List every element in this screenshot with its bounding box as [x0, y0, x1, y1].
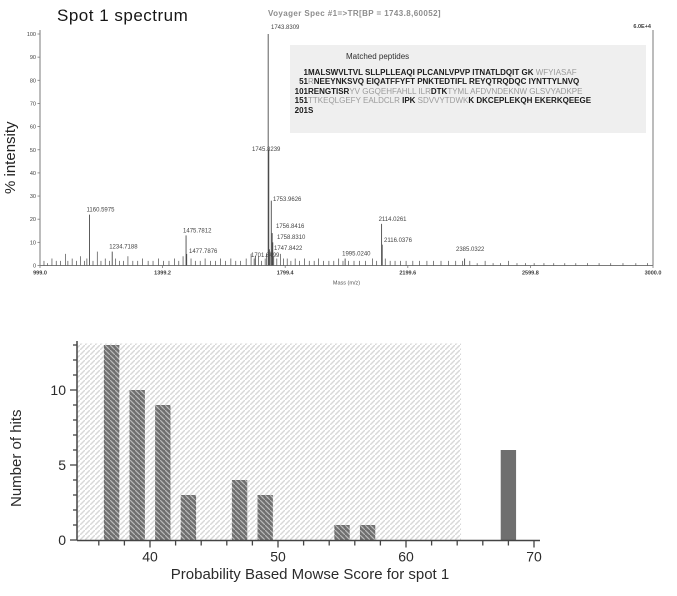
peak-label: 2116.0376: [384, 238, 412, 244]
peak-label: 1477.7876: [189, 249, 218, 255]
spectrum-y-axis-label: % intensity: [2, 121, 19, 195]
svg-text:60: 60: [29, 124, 36, 131]
svg-text:5: 5: [58, 457, 66, 473]
svg-text:6.0E+4: 6.0E+4: [633, 24, 651, 30]
svg-text:2199.6: 2199.6: [399, 270, 417, 277]
voyager-header: Voyager Spec #1=>TR[BP = 1743.8,60052]: [268, 9, 442, 18]
svg-text:40: 40: [29, 170, 36, 177]
peak-label: 1747.8422: [274, 246, 303, 252]
peak-label: 1995.0240: [342, 251, 371, 258]
peptide-line-number: 101: [294, 86, 308, 96]
matched-peptides-box: [290, 45, 646, 133]
unmatched-peptide-segment: WFYIASAF: [533, 68, 577, 77]
peak-label: 1743.8309: [271, 25, 300, 31]
svg-text:100: 100: [26, 32, 36, 38]
svg-text:30: 30: [29, 194, 36, 201]
svg-text:80: 80: [29, 78, 36, 85]
svg-text:50: 50: [270, 548, 286, 565]
svg-text:0: 0: [58, 532, 66, 548]
peptide-line-number: 1: [303, 68, 308, 77]
peptide-line: [294, 96, 642, 105]
svg-text:999.0: 999.0: [33, 270, 47, 277]
peak-label: 1475.7812: [183, 228, 212, 235]
unmatched-peptide-segment: YV GGQEHFAHLL ILR: [349, 86, 431, 96]
svg-text:60: 60: [398, 548, 414, 565]
peptide-line: [294, 68, 642, 77]
svg-text:90: 90: [29, 55, 36, 62]
peak-label: 1756.8416: [276, 224, 305, 230]
hit-bar: [181, 495, 196, 540]
peak-label: 1758.8310: [277, 235, 306, 241]
hit-bar: [104, 345, 119, 540]
histogram-y-axis-label: Number of hits: [8, 409, 25, 507]
peak-label: 2385.0322: [456, 247, 485, 253]
peak-label: 1753.9626: [273, 197, 302, 203]
svg-text:10: 10: [50, 382, 66, 398]
peptide-line-number: 51: [299, 77, 308, 87]
peptide-line-number: 201: [294, 105, 308, 115]
peak-label: 1745.8239: [252, 147, 281, 153]
peak-label: 2114.0261: [378, 216, 407, 223]
hit-bar: [130, 390, 145, 540]
matched-peptide-segment: RENGTISR: [308, 86, 350, 96]
peak-label: 1234.7188: [109, 244, 138, 251]
svg-text:1399.2: 1399.2: [154, 270, 172, 277]
svg-text:20: 20: [29, 217, 36, 224]
matched-peptides-sequence: [294, 68, 642, 115]
spectrum-title: Spot 1 spectrum: [57, 6, 189, 25]
histogram-x-axis-label: Probability Based Mowse Score for spot 1: [170, 566, 450, 583]
peak-label: 1160.5975: [86, 207, 115, 214]
svg-text:1799.4: 1799.4: [276, 270, 294, 277]
svg-text:Mass (m/z): Mass (m/z): [332, 280, 361, 287]
unmatched-peptide-segment: SDVVYTDWK: [415, 96, 469, 106]
unmatched-peptide-segment: TYML AFDVNDEKNW GLSVYADKPE: [447, 86, 583, 96]
svg-text:40: 40: [142, 548, 158, 565]
svg-text:50: 50: [29, 147, 36, 154]
svg-text:70: 70: [526, 548, 542, 565]
hit-bar: [232, 480, 247, 540]
peptide-line: [294, 87, 642, 96]
matched-peptide-segment: K DKCEPLEKQH EKERKQEEGE: [468, 96, 592, 106]
matched-peptide-segment: DTK: [430, 86, 448, 96]
significant-hit-bar: [501, 450, 516, 540]
hit-bar: [360, 525, 375, 540]
svg-text:0: 0: [32, 263, 36, 270]
unmatched-peptide-segment: TTKEQLGEFY EALDCLR: [308, 96, 400, 106]
peak-label: 1701.8499: [251, 253, 280, 259]
matched-peptide-segment: S: [308, 105, 314, 115]
peptide-line: [294, 106, 642, 115]
hit-bar: [155, 405, 170, 540]
matched-peptide-segment: MALSWVLTVL SLLPLLEAQI PLCANLVPVP ITNATLDQIT GK: [308, 68, 534, 77]
svg-text:70: 70: [29, 101, 36, 108]
matched-peptide-segment: NEEYNKSVQ EIQATFFYFT PNKTEDTIFL REYQTRQDQC IYNTTYLNVQ: [313, 77, 580, 87]
hit-bar: [334, 525, 349, 540]
matched-peptide-segment: IPK: [399, 96, 416, 106]
svg-text:2599.8: 2599.8: [521, 270, 539, 277]
matched-peptides-title: Matched peptides: [346, 52, 410, 61]
peptide-line: [294, 77, 642, 86]
svg-text:10: 10: [29, 240, 36, 247]
peptide-line-number: 151: [294, 96, 308, 106]
hit-bar: [258, 495, 273, 540]
unmatched-peptide-segment: R: [308, 77, 314, 87]
mowse-histogram-plot: [0, 325, 677, 596]
svg-text:3000.0: 3000.0: [644, 270, 662, 277]
